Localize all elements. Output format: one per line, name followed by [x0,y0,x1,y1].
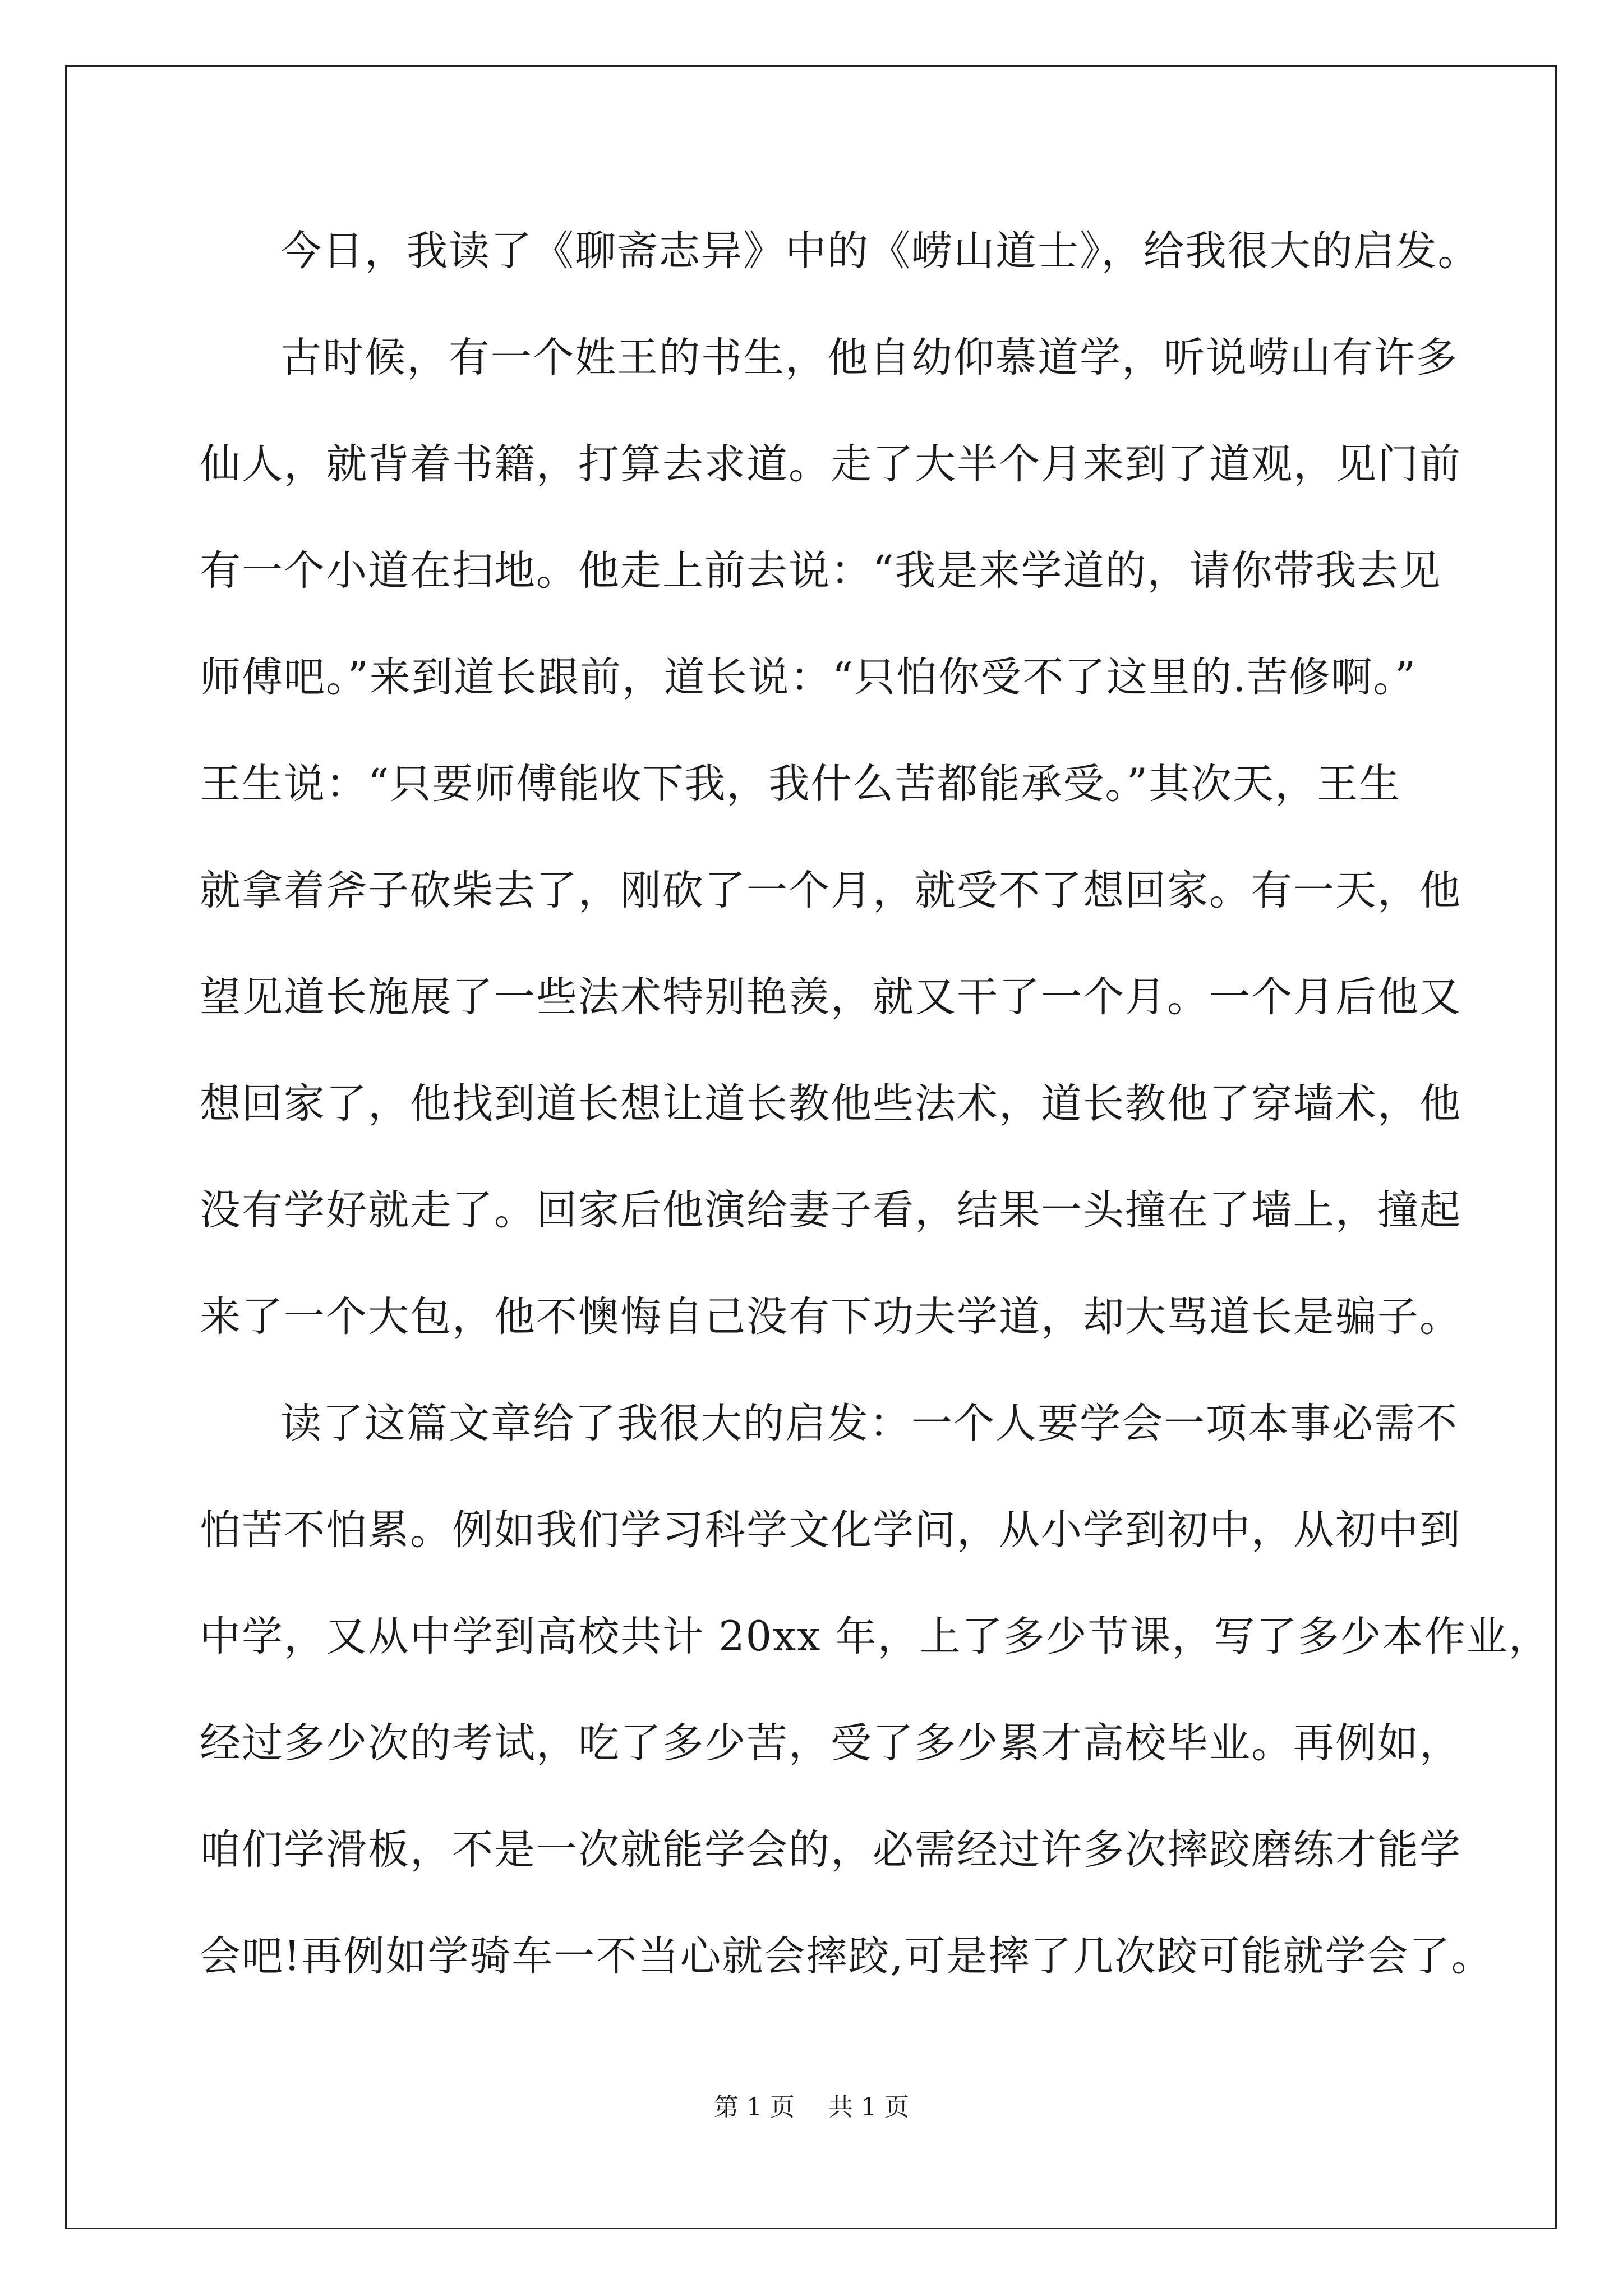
paragraph-3-line-5: 咱们学滑板，不是一次就能学会的，必需经过许多次摔跤磨练才能学 [200,1826,1461,1874]
page-total: 共 1 页 [828,2093,909,2122]
paragraph-2-line-1: 古时候，有一个姓王的书生，他自幼仰慕道学，听说崂山有许多 [280,334,1458,381]
page-footer [0,2091,1623,2124]
paragraph-3-line-4: 经过多少次的考试，吃了多少苦，受了多少累才高校毕业。再例如， [200,1719,1461,1767]
paragraph-2-line-7: 望见道长施展了一些法术特别艳羡，就又干了一个月。一个月后他又 [200,973,1461,1021]
paragraph-2-line-3: 有一个小道在扫地。他走上前去说：“我是来学道的，请你带我去见 [200,547,1442,595]
paragraph-3-line-2: 怕苦不怕累。例如我们学习科学文化学问，从小学到初中，从初中到 [200,1506,1461,1554]
page-number: 第 1 页 [714,2093,795,2122]
paragraph-2-line-10: 来了一个大包，他不懊悔自己没有下功夫学道，却大骂道长是骗子。 [200,1293,1461,1341]
paragraph-2-line-2: 仙人，就背着书籍，打算去求道。走了大半个月来到了道观，见门前 [200,440,1461,488]
paragraph-2-line-9: 没有学好就走了。回家后他演给妻子看，结果一头撞在了墙上，撞起 [200,1186,1461,1234]
paragraph-2-line-4: 师傅吧。”来到道长跟前，道长说：“只怕你受不了这里的.苦修啊。” [200,654,1417,701]
paragraph-2-line-8: 想回家了，他找到道长想让道长教他些法术，道长教他了穿墙术，他 [200,1080,1461,1128]
paragraph-3-line-1: 读了这篇文章给了我很大的启发：一个人要学会一项本事必需不 [280,1400,1458,1447]
paragraph-2-line-6: 就拿着斧子砍柴去了，刚砍了一个月，就受不了想回家。有一天，他 [200,867,1461,914]
paragraph-2-line-5: 王生说：“只要师傅能收下我，我什么苦都能承受。”其次天，王生 [200,760,1401,808]
paragraph-3-line-3: 中学，又从中学到高校共计 20xx 年，上了多少节课，写了多少本作业， [200,1613,1551,1660]
page-border [65,65,1557,2229]
paragraph-1-line-1: 今日，我读了《聊斋志异》中的《崂山道士》，给我很大的启发。 [280,227,1480,275]
paragraph-3-line-6: 会吧!再例如学骑车一不当心就会摔跤,可是摔了几次跤可能就学会了。 [200,1932,1493,1980]
